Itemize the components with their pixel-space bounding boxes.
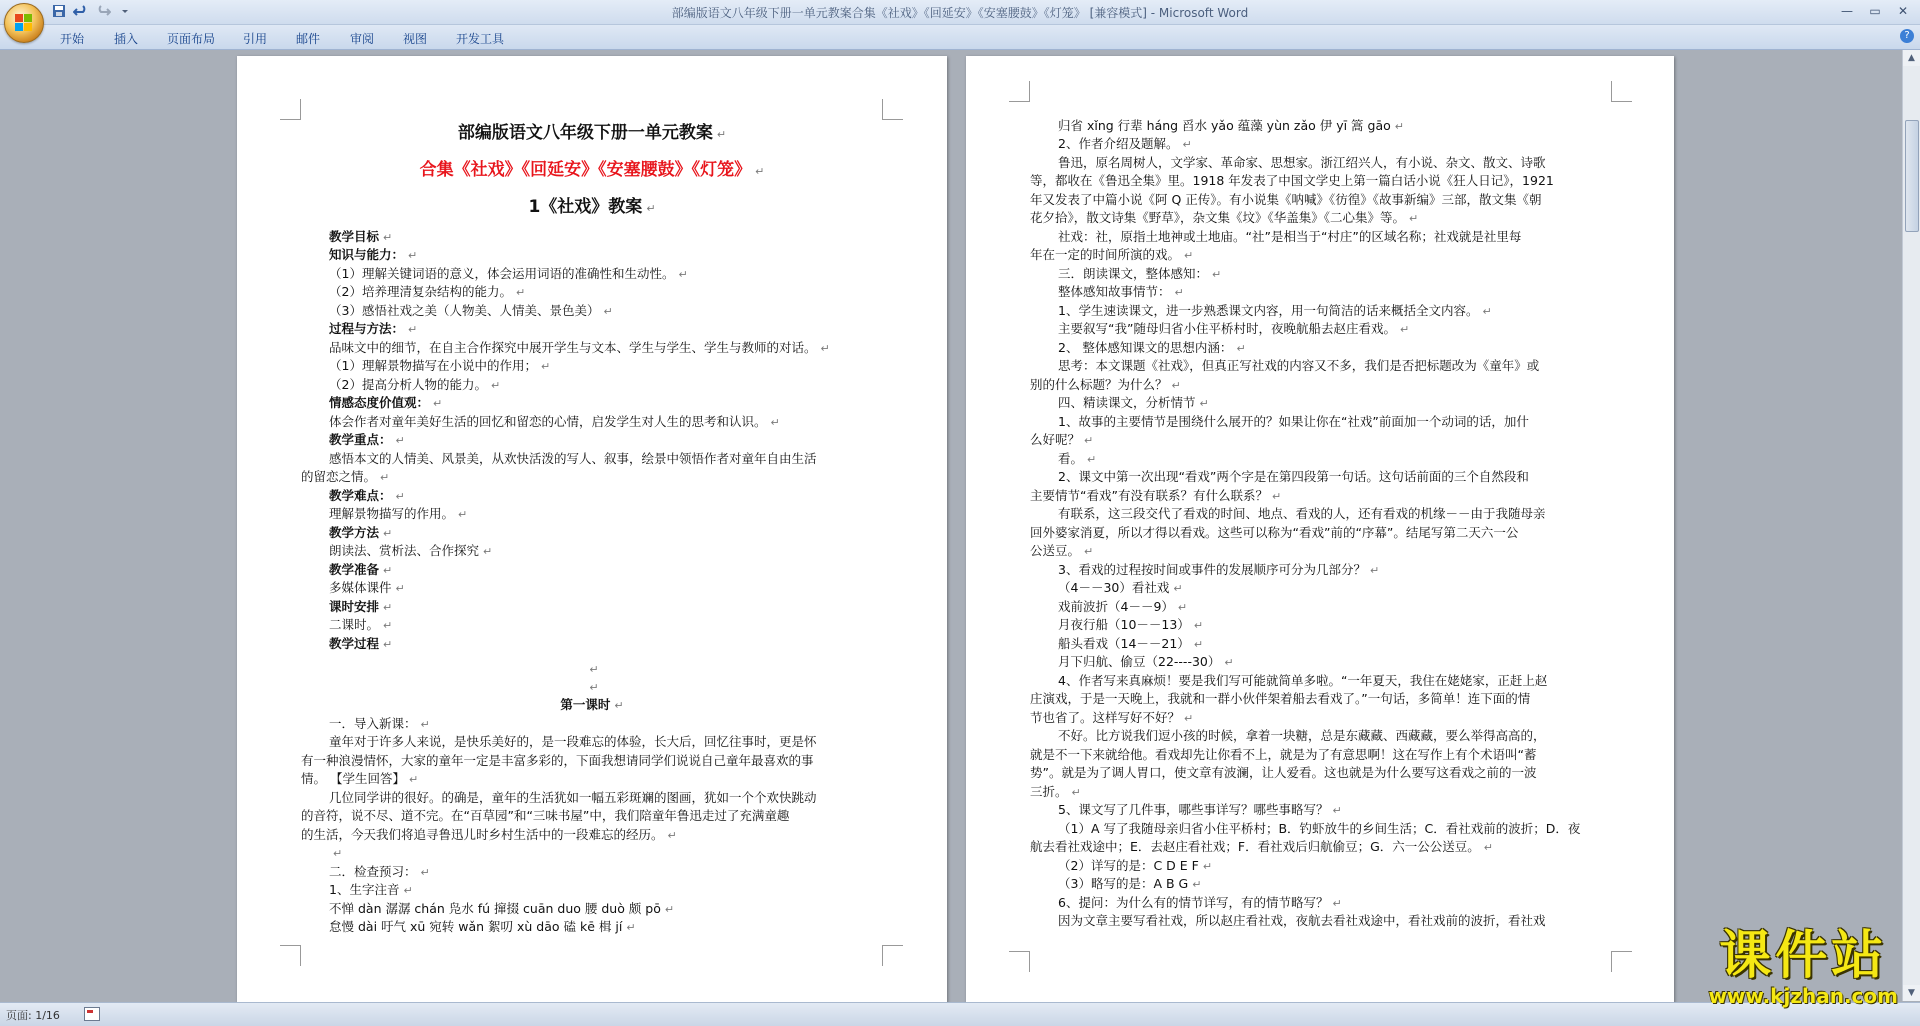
paragraph-line: 3、看戏的过程按时间或事件的发展顺序可分为几部分？ ↵ bbox=[1058, 562, 1380, 577]
paragraph-line: 庄演戏，于是一天晚上，我就和一群小伙伴架着船去看戏了。”一句话，多简单！连下面的情 bbox=[1030, 691, 1531, 706]
tab-mailings[interactable]: 邮件 bbox=[296, 32, 321, 46]
margin-corner-mark bbox=[280, 945, 301, 966]
paragraph-line: 三．朗读课文，整体感知： ↵ bbox=[1058, 266, 1222, 281]
paragraph-line: 看。 ↵ bbox=[1058, 451, 1097, 466]
paragraph-line: 1、故事的主要情节是围绕什么展开的？如果让你在“社戏”前面加一个动词的话，加什 bbox=[1058, 414, 1529, 429]
paragraph-line: （2）提高分析人物的能力。 ↵ bbox=[329, 377, 501, 392]
paragraph-line: 二．检查预习： ↵ bbox=[329, 864, 430, 879]
paragraph-line: 鲁迅，原名周树人，文学家、革命家、思想家。浙江绍兴人，有小说、杂文、散文、诗歌 bbox=[1058, 155, 1546, 170]
paragraph-line: 的留恋之情。 ↵ bbox=[301, 469, 390, 484]
vertical-scrollbar[interactable] bbox=[1902, 50, 1920, 1001]
paragraph-line: 课时安排 ↵ bbox=[329, 599, 393, 614]
paragraph-line: 年在一定的时间所演的戏。 ↵ bbox=[1030, 247, 1194, 262]
empty-paragraph: ↵ bbox=[589, 663, 599, 676]
tab-references[interactable]: 引用 bbox=[243, 32, 268, 46]
paragraph-line: 理解景物描写的作用。 ↵ bbox=[329, 506, 468, 521]
document-title: 部编版语文八年级下册一单元教案 ↵ bbox=[457, 123, 727, 143]
margin-corner-mark bbox=[1611, 81, 1632, 102]
paragraph-line: 有一种浪漫情怀，大家的童年一定是丰富多彩的，下面我想请同学们说说自己童年最喜欢的事 bbox=[301, 753, 814, 768]
paragraph-line: 1、生字注音 ↵ bbox=[329, 882, 413, 897]
office-button[interactable] bbox=[4, 3, 44, 43]
paragraph-line: 二课时。 ↵ bbox=[329, 617, 393, 632]
paragraph-line: 一．导入新课： ↵ bbox=[329, 716, 430, 731]
paragraph-line: 回外婆家消夏，所以才得以看戏。这些可以称为“看戏”前的“序幕”。结尾写第二天六一公 bbox=[1030, 525, 1519, 540]
paragraph-line: 2、 整体感知课文的思想内涵： ↵ bbox=[1058, 340, 1246, 355]
watermark-url: www.kjzhan.com bbox=[1708, 984, 1898, 1008]
margin-corner-mark bbox=[882, 945, 903, 966]
paragraph-line: 社戏：社，原指土地神或土地庙。“社”是相当于“村庄”的区域名称；社戏就是社里每 bbox=[1058, 229, 1522, 244]
paragraph-line: 思考：本文课题《社戏》，但真正写社戏的内容又不多，我们是否把标题改为《童年》或 bbox=[1058, 358, 1540, 373]
margin-corner-mark bbox=[882, 99, 903, 120]
window-title: 部编版语文八年级下册一单元教案合集《社戏》《回延安》《安塞腰鼓》《灯笼》 [兼容模式] - Microsoft Word bbox=[671, 6, 1249, 20]
minimize-button[interactable]: — bbox=[1841, 4, 1853, 18]
window-controls bbox=[1834, 2, 1916, 20]
tab-review[interactable]: 审阅 bbox=[350, 32, 375, 46]
paragraph-line: 就是不一下来就给他。看戏却先让你看不上，就是为了有意思啊！这在写作上有个术语叫“蓄 bbox=[1030, 747, 1537, 762]
paragraph-line: 年又发表了中篇小说《阿 Q 正传》。有小说集《呐喊》《彷徨》《故事新编》三部，散文集《朝 bbox=[1030, 192, 1542, 207]
tab-page-layout[interactable]: 页面布局 bbox=[167, 32, 216, 46]
paragraph-line: 么好呢？ ↵ bbox=[1030, 432, 1094, 447]
margin-corner-mark bbox=[280, 99, 301, 120]
paragraph-line: 节也省了。这样写好不好？ ↵ bbox=[1030, 710, 1194, 725]
title-bar bbox=[0, 0, 1920, 25]
paragraph-line: 不好。比方说我们逗小孩的时候，拿着一块糖，总是东藏藏、西藏藏，要么举得高高的， bbox=[1058, 728, 1546, 743]
paragraph-line: 朗读法、赏析法、合作探究 ↵ bbox=[329, 543, 493, 558]
paragraph-line: 月夜行船（10－－13） ↵ bbox=[1058, 617, 1204, 632]
document-page-2[interactable] bbox=[966, 56, 1674, 1005]
paragraph-line: （3）略写的是：A B G ↵ bbox=[1058, 876, 1202, 891]
tab-insert[interactable]: 插入 bbox=[114, 32, 139, 46]
paragraph-line: 2、作者介绍及题解。 ↵ bbox=[1058, 136, 1192, 151]
empty-paragraph: ↵ bbox=[333, 847, 343, 860]
margin-corner-mark bbox=[1009, 81, 1030, 102]
paragraph-line: 船头看戏（14－－21） ↵ bbox=[1058, 636, 1204, 651]
paragraph-line: （3）感悟社戏之美（人物美、人情美、景色美） ↵ bbox=[329, 303, 613, 318]
tab-home[interactable]: 开始 bbox=[60, 32, 85, 46]
page-count[interactable]: 页面: 1/16 bbox=[6, 1009, 60, 1022]
lesson-title: 1《社戏》教案 ↵ bbox=[528, 197, 656, 217]
document-subtitle: 合集《社戏》《回延安》《安塞腰鼓》《灯笼》 ↵ bbox=[419, 160, 765, 180]
paragraph-line: 别的什么标题？为什么？ ↵ bbox=[1030, 377, 1181, 392]
margin-corner-mark bbox=[1611, 951, 1632, 972]
paragraph-line: 4、作者写来真麻烦！要是我们写可能就简单多啦。“一年夏天，我住在姥姥家，正赶上赵 bbox=[1058, 673, 1548, 688]
paragraph-line: 教学目标 ↵ bbox=[329, 229, 393, 244]
paragraph-line: 整体感知故事情节： ↵ bbox=[1058, 284, 1184, 299]
paragraph-line: 月下归航、偷豆（22----30） ↵ bbox=[1058, 654, 1234, 669]
scroll-up-icon[interactable]: ▲ bbox=[1903, 50, 1920, 66]
paragraph-line: 情感态度价值观： ↵ bbox=[329, 395, 443, 410]
paragraph-line: 2、课文中第一次出现“看戏”两个字是在第四段第一句话。这句话前面的三个自然段和 bbox=[1058, 469, 1529, 484]
paragraph-line: 知识与能力： ↵ bbox=[329, 247, 418, 262]
document-page-1[interactable] bbox=[237, 56, 947, 1005]
paragraph-line: 1、学生速读课文，进一步熟悉课文内容，用一句简洁的话来概括全文内容。 ↵ bbox=[1058, 303, 1492, 318]
paragraph-line: 有联系，这三段交代了看戏的时间、地点、看戏的人，还有看戏的机缘－－由于我随母亲 bbox=[1058, 506, 1546, 521]
paragraph-line: 因为文章主要写看社戏，所以赵庄看社戏，夜航去看社戏途中，看社戏前的波折，看社戏 bbox=[1058, 913, 1546, 928]
paragraph-line: 归省 xǐng 行辈 háng 舀水 yǎo 蕴藻 yùn zǎo 伊 yī 篙 gāo ↵ bbox=[1058, 118, 1404, 133]
paragraph-line: 几位同学讲的很好。的确是，童年的生活犹如一幅五彩斑斓的图画，犹如一个个欢快跳动 bbox=[329, 790, 817, 805]
paragraph-line: 感悟本文的人情美、风景美，从欢快活泼的写人、叙事，绘景中领悟作者对童年自由生活 bbox=[329, 451, 817, 466]
maximize-button[interactable]: ▭ bbox=[1869, 4, 1881, 18]
status-bar bbox=[0, 1002, 1920, 1026]
paragraph-line: 5、课文写了几件事，哪些事详写？哪些事略写？ ↵ bbox=[1058, 802, 1342, 817]
paragraph-line: 品味文中的细节，在自主合作探究中展开学生与文本、学生与学生、学生与教师的对话。 ↵ bbox=[329, 340, 830, 355]
paragraph-line: 6、提问：为什么有的情节详写，有的情节略写？ ↵ bbox=[1058, 895, 1342, 910]
tab-developer[interactable]: 开发工具 bbox=[456, 32, 505, 46]
paragraph-line: 三折。 ↵ bbox=[1030, 784, 1081, 799]
paragraph-line: 教学重点： ↵ bbox=[329, 432, 405, 447]
proofing-icon[interactable] bbox=[84, 1007, 100, 1021]
scroll-down-icon[interactable]: ▼ bbox=[1903, 985, 1920, 1001]
section-heading: 第一课时 ↵ bbox=[560, 697, 624, 712]
paragraph-line: 教学过程 ↵ bbox=[329, 636, 393, 651]
paragraph-line: （1）理解景物描写在小说中的作用； ↵ bbox=[329, 358, 551, 373]
paragraph-line: 的音符，说不尽、道不完。在“百草园”和“三味书屋”中，我们陪童年鲁迅走过了充满童趣 bbox=[301, 808, 790, 823]
ribbon-tabs bbox=[0, 25, 1920, 50]
empty-paragraph: ↵ bbox=[589, 681, 599, 694]
paragraph-line: 主要情节“看戏”有没有联系？有什么联系？ ↵ bbox=[1030, 488, 1282, 503]
paragraph-line: 多媒体课件 ↵ bbox=[329, 580, 405, 595]
paragraph-line: 四、精读课文，分析情节 ↵ bbox=[1058, 395, 1209, 410]
paragraph-line: 过程与方法： ↵ bbox=[329, 321, 418, 336]
margin-corner-mark bbox=[1009, 951, 1030, 972]
scrollbar-thumb[interactable] bbox=[1905, 120, 1919, 232]
watermark-title: 课件站 bbox=[1719, 926, 1888, 986]
paragraph-line: 怠慢 dài 吁气 xū 宛转 wǎn 絮叨 xù dāo 磕 kē 楫 jí ↵ bbox=[329, 919, 636, 934]
tab-view[interactable]: 视图 bbox=[403, 32, 428, 46]
paragraph-line: （2）详写的是：C D E F ↵ bbox=[1058, 858, 1213, 873]
close-button[interactable]: ✕ bbox=[1897, 4, 1909, 18]
office-logo-icon bbox=[15, 14, 33, 32]
paragraph-line: 教学难点： ↵ bbox=[329, 488, 405, 503]
paragraph-line: 童年对于许多人来说，是快乐美好的，是一段难忘的体验，长大后，回忆往事时，更是怀 bbox=[329, 734, 817, 749]
paragraph-line: 教学准备 ↵ bbox=[329, 562, 393, 577]
paragraph-line: 公送豆。 ↵ bbox=[1030, 543, 1094, 558]
paragraph-line: 主要叙写“我”随母归省小住平桥村时，夜晚航船去赵庄看戏。 ↵ bbox=[1058, 321, 1410, 336]
paragraph-line: （1）理解关键词语的意义，体会运用词语的准确性和生动性。 ↵ bbox=[329, 266, 688, 281]
paragraph-line: 等，都收在《鲁迅全集》里。1918 年发表了中国文学史上第一篇白话小说《狂人日记》，1921 bbox=[1030, 173, 1554, 188]
paragraph-line: 花夕拾》，散文诗集《野草》，杂文集《坟》《华盖集》《二心集》等。 ↵ bbox=[1030, 210, 1419, 225]
paragraph-line: 戏前波折（4－－9） ↵ bbox=[1058, 599, 1188, 614]
paragraph-line: （2）培养理清复杂结构的能力。 ↵ bbox=[329, 284, 526, 299]
paragraph-line: 情。 【学生回答】 ↵ bbox=[301, 771, 419, 786]
paragraph-line: （1）A 写了我随母亲归省小住平桥村；B．钓虾放牛的乡间生活；C．看社戏前的波折；D．夜 bbox=[1058, 821, 1581, 836]
paragraph-line: 势”。就是为了调人胃口，使文章有波澜，让人爱看。这也就是为什么要写这看戏之前的一波 bbox=[1030, 765, 1537, 780]
paragraph-line: 教学方法 ↵ bbox=[329, 525, 393, 540]
paragraph-line: 体会作者对童年美好生活的回忆和留恋的心情，启发学生对人生的思考和认识。 ↵ bbox=[329, 414, 780, 429]
site-watermark bbox=[1708, 928, 1898, 1008]
paragraph-line: 航去看社戏途中；E．去赵庄看社戏；F．看社戏后归航偷豆；G．六一公公送豆。 ↵ bbox=[1030, 839, 1493, 854]
paragraph-line: 的生活，今天我们将追寻鲁迅儿时乡村生活中的一段难忘的经历。 ↵ bbox=[301, 827, 677, 842]
paragraph-line: （4－－30）看社戏 ↵ bbox=[1058, 580, 1183, 595]
paragraph-line: 不惮 dàn 潺潺 chán 凫水 fú 撺掇 cuān duo 腰 duò 颇 pō ↵ bbox=[329, 901, 675, 916]
help-icon[interactable]: ? bbox=[1900, 29, 1914, 43]
